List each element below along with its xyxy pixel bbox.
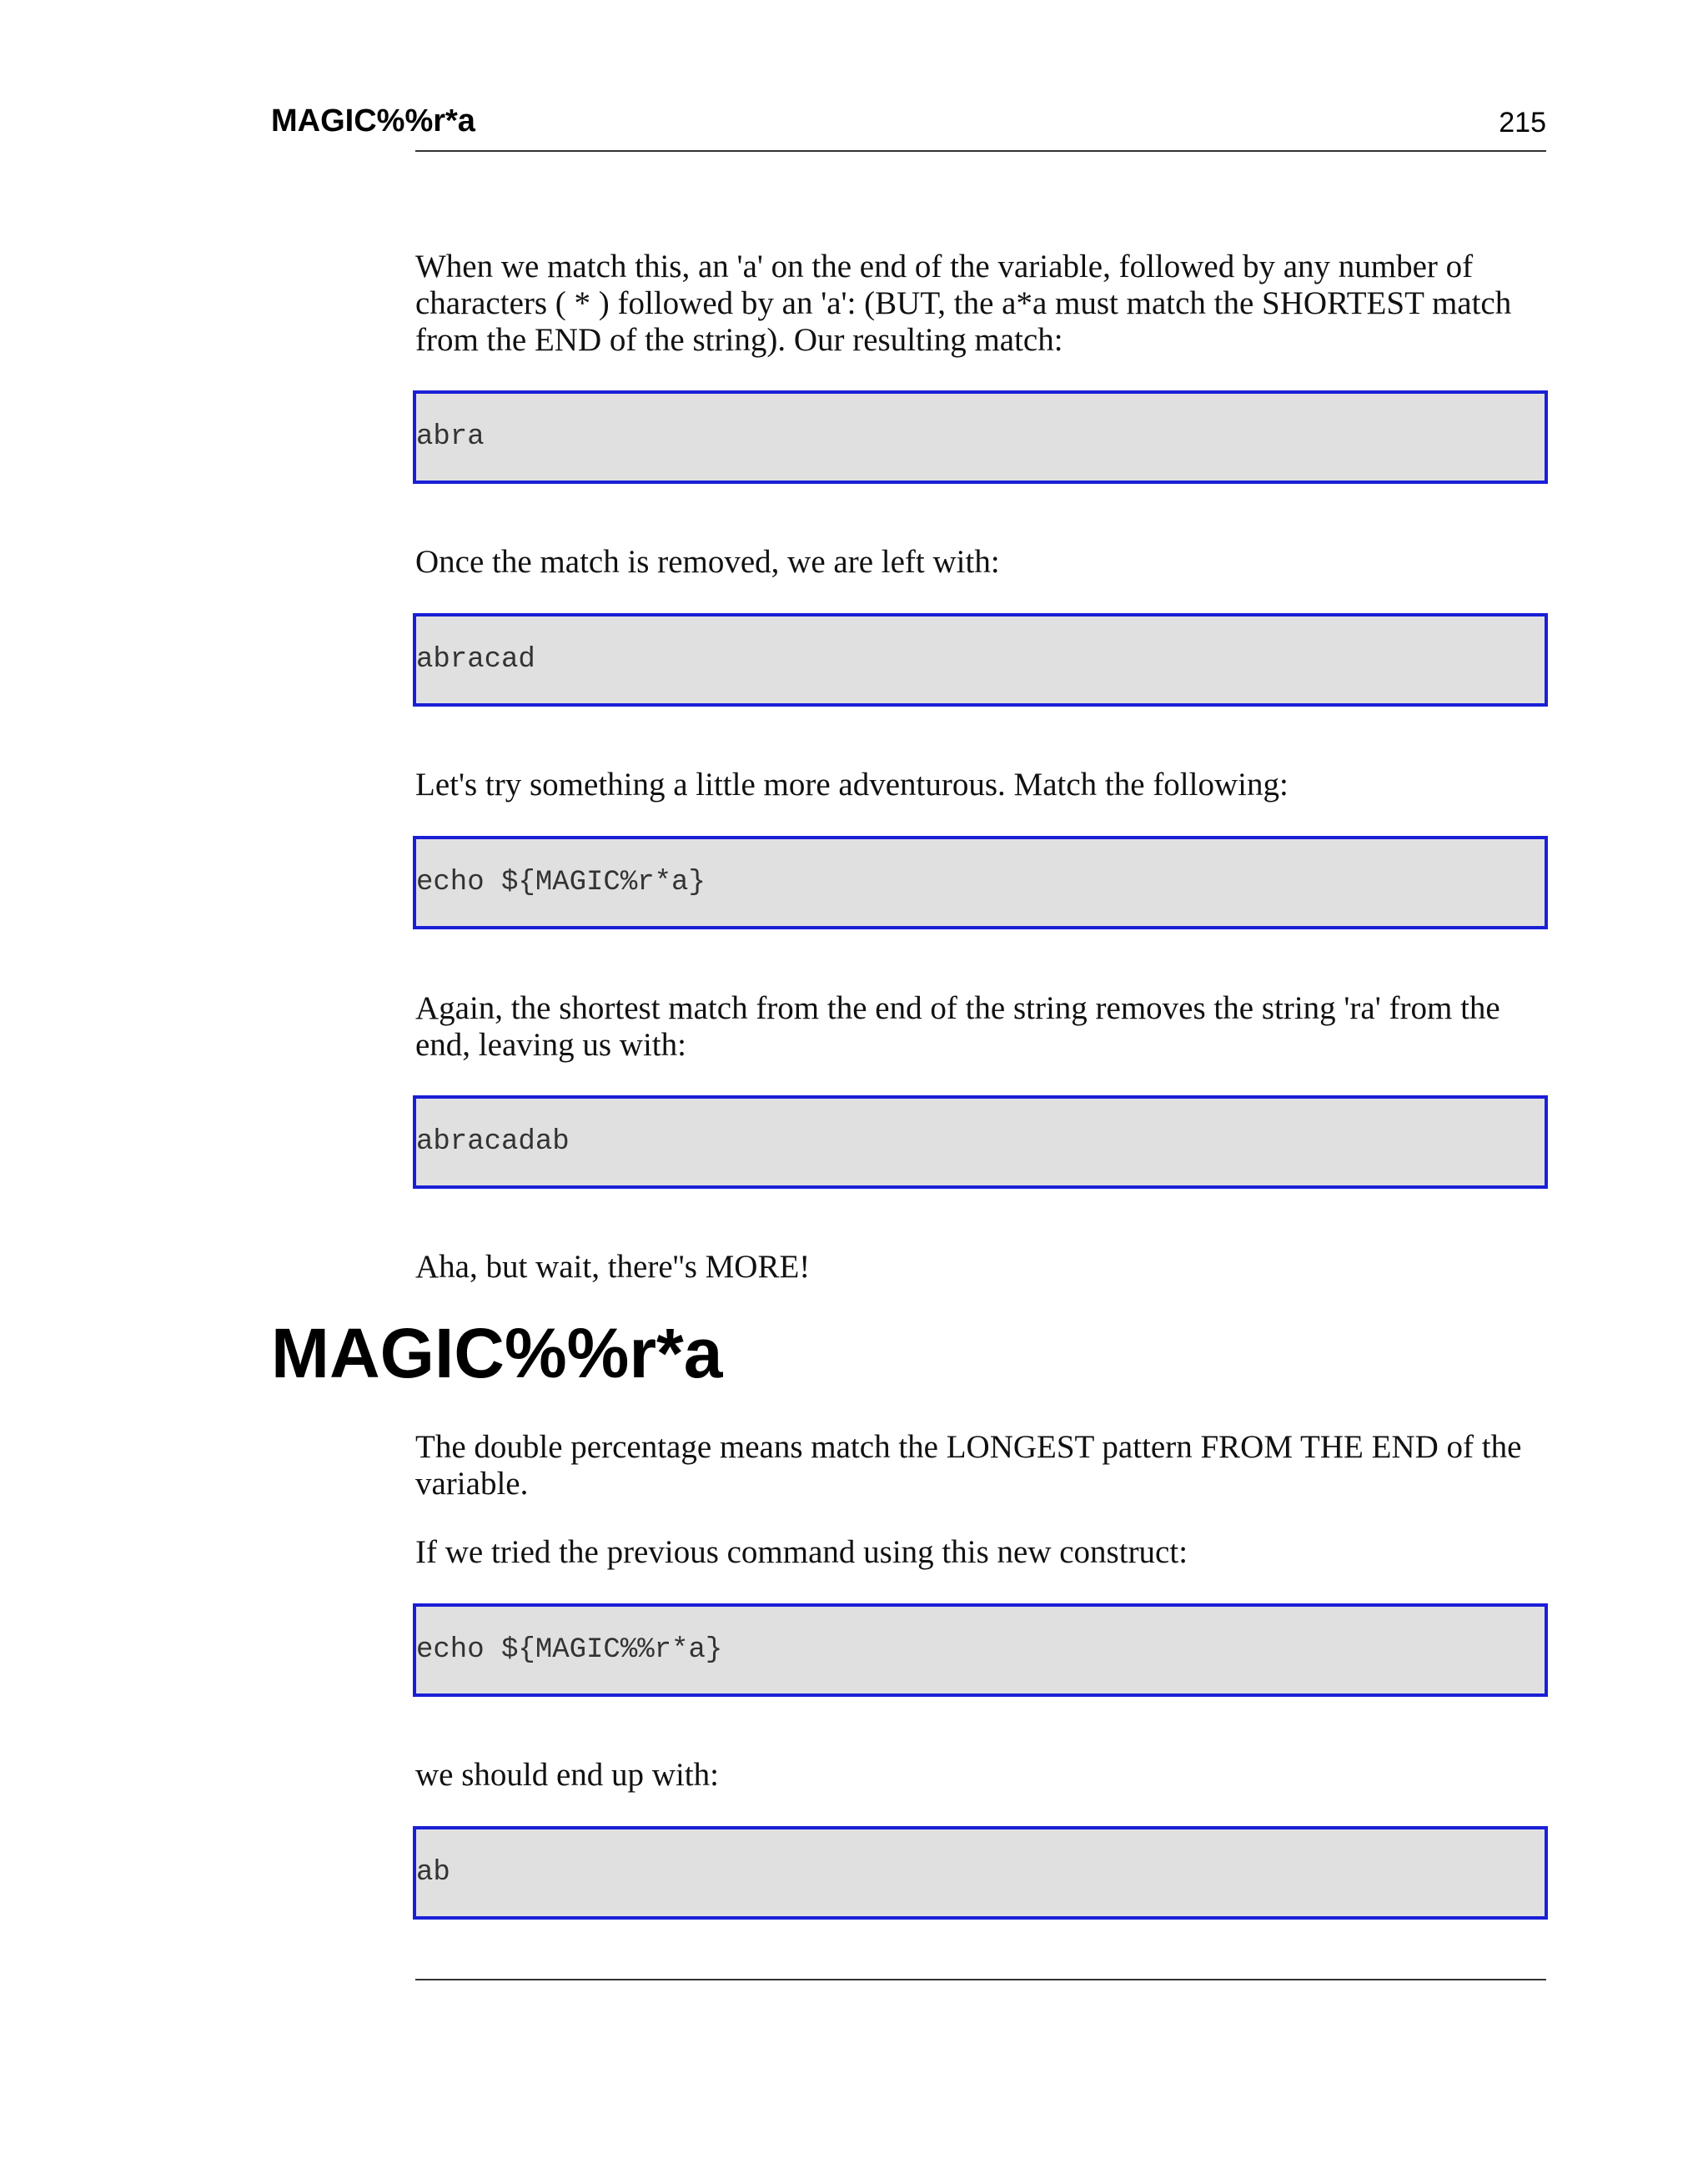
paragraph-double-percentage: The double percentage means match the LONGEST pattern FROM THE END of the variable. bbox=[415, 1429, 1522, 1502]
code-block-abracadab bbox=[413, 1095, 1548, 1189]
header-rule bbox=[415, 150, 1546, 152]
code-block-echo-shortest bbox=[413, 836, 1548, 929]
code-text: echo ${MAGIC%r*a} bbox=[416, 867, 706, 898]
paragraph-more: Aha, but wait, there''s MORE! bbox=[415, 1249, 811, 1285]
paragraph-adventurous: Let's try something a little more adventurous. Match the following: bbox=[415, 767, 1289, 803]
code-text: abracad bbox=[416, 644, 535, 676]
code-text: abracadab bbox=[416, 1126, 570, 1158]
paragraph-shortest-match: Again, the shortest match from the end of the string removes the string 'ra' from the end, leaving us with: bbox=[415, 990, 1500, 1063]
code-block-abra bbox=[413, 390, 1548, 484]
paragraph-previous-command: If we tried the previous command using this new construct: bbox=[415, 1534, 1188, 1570]
section-heading: MAGIC%%r*a bbox=[271, 1314, 723, 1392]
code-text: abra bbox=[416, 421, 485, 453]
code-text: echo ${MAGIC%%r*a} bbox=[416, 1634, 723, 1666]
footer-rule bbox=[415, 1979, 1546, 1980]
paragraph-match-explanation: When we match this, an 'a' on the end of the variable, followed by any number of characters ( * ) followed by an 'a': (BUT, the a*a must match the SHORTEST match from the END of the string). Our resulting match: bbox=[415, 249, 1512, 358]
running-header-title: MAGIC%%r*a bbox=[271, 103, 475, 138]
code-block-abracad bbox=[413, 613, 1548, 707]
page-number: 215 bbox=[1499, 107, 1546, 138]
code-block-ab bbox=[413, 1826, 1548, 1920]
code-block-echo-longest bbox=[413, 1603, 1548, 1697]
code-text: ab bbox=[416, 1857, 450, 1889]
paragraph-end-up-with: we should end up with: bbox=[415, 1757, 719, 1793]
paragraph-match-removed: Once the match is removed, we are left with: bbox=[415, 544, 1000, 580]
